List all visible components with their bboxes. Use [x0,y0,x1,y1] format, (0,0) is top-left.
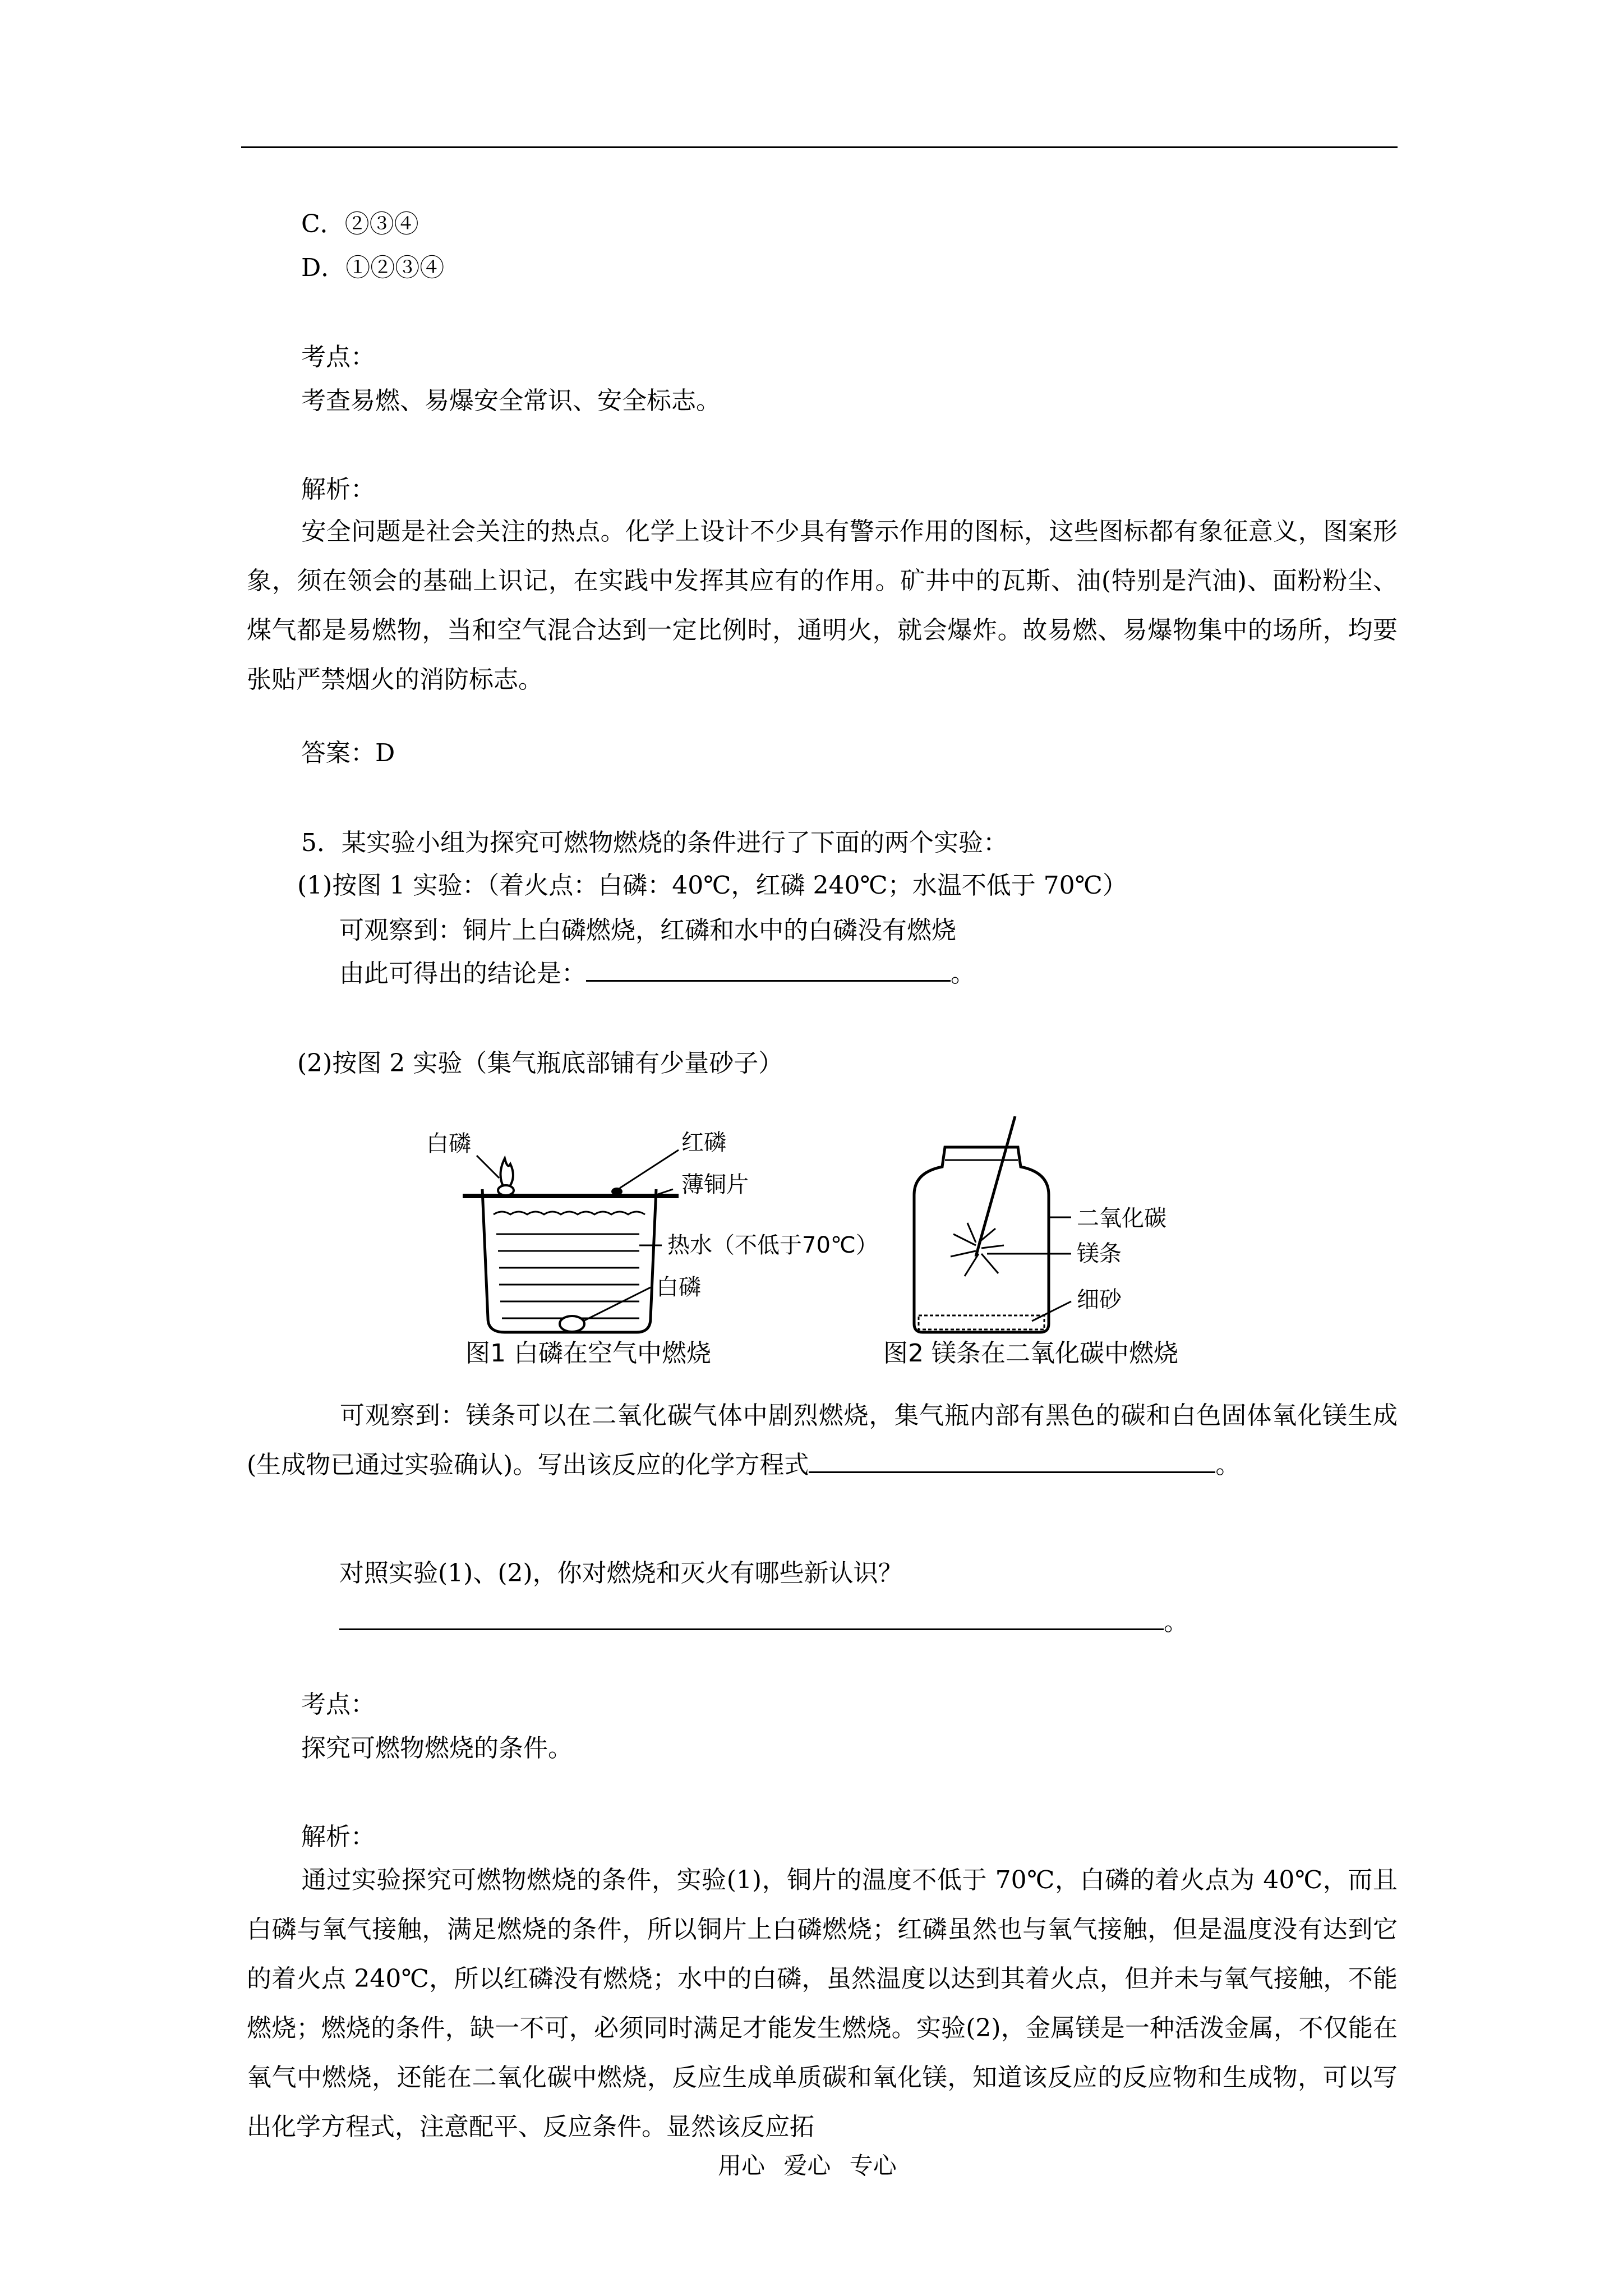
q4-jiexi-text: 安全问题是社会关注的热点。化学上设计不少具有警示作用的图标，这些图标都有象征意义，图案形象，须在领会的基础上识记，在实践中发挥其应有的作用。矿井中的瓦斯、油(特别是汽油)、面粉粉尘、煤气都是易燃物，当和空气混合达到一定比例时，通明火，就会爆炸。故易燃、易爆物集中的场所，均要张贴严禁烟火的消防标志。 [247,517,1398,694]
q5-equation-blank[interactable] [809,1449,1215,1473]
figure1-beaker-apparatus [426,1130,878,1368]
q5-conclusion-line [339,957,975,991]
figure1-label-copper-plate: 薄铜片 [681,1172,749,1198]
figure1-red-phosphorus [611,1188,623,1195]
figure2-magnesium-ribbon [976,1116,1015,1257]
figure2-gas-jar-apparatus [883,1116,1178,1368]
q5-conclusion-blank[interactable] [586,958,951,982]
q5-compare-answer-line [339,1605,1188,1639]
q5-jiexi-paragraph [247,1856,1398,2152]
header-rule [241,146,1398,148]
q5-kaodian-text: 探究可燃物燃烧的条件。 [301,1734,573,1763]
q5-observe2-paragraph [247,1391,1398,1490]
option-d: D．①②③④ [301,254,445,282]
figure1-label-red-phosphorus: 红磷 [681,1130,726,1156]
q5-compare-period: 。 [1164,1608,1188,1636]
q5-kaodian-title: 考点： [301,1690,375,1719]
figure1-label-white-phosphorus-2: 白磷 [656,1274,701,1300]
experiment-figures [415,1116,1200,1374]
q5-stem: 5．某实验小组为探究可燃物燃烧的条件进行了下面的两个实验： [301,829,1008,857]
q5-conclusion-period: 。 [951,959,975,988]
figure1-caption: 图1 白磷在空气中燃烧 [465,1339,711,1368]
figure1-white-phosphorus-plate [498,1185,514,1195]
q4-jiexi-title: 解析： [301,475,375,504]
q5-part1: (1)按图 1 实验：（着火点：白磷：40℃，红磷 240℃；水温不低于 70℃） [297,871,1127,900]
q5-compare-blank[interactable] [339,1606,1164,1630]
figure1-label-white-phosphorus: 白磷 [426,1131,471,1157]
figure2-sand [919,1315,1044,1329]
q5-observe2-period: 。 [1215,1451,1241,1479]
figure2-caption: 图2 镁条在二氧化碳中燃烧 [883,1339,1178,1368]
option-c: C．②③④ [301,210,419,238]
q5-jiexi-text: 通过实验探究可燃物燃烧的条件，实验(1)，铜片的温度不低于 70℃，白磷的着火点为 40℃，而且白磷与氧气接触，满足燃烧的条件，所以铜片上白磷燃烧；红磷虽然也与氧气接触，但是温度没有达到它的着火点 240℃，所以红磷没有燃烧；水中的白磷，虽然温度以达到其着火点，但并未与氧气接触，不能燃烧；燃烧的条件，缺一不可，必须同时满足才能发生燃烧。实验(2)，金属镁是一种活泼金属，不仅能在氧气中燃烧，还能在二氧化碳中燃烧，反应生成单质碳和氧化镁，知道该反应的反应物和生成物，可以写出化学方程式，注意配平、反应条件。显然该反应拓 [247,1866,1398,2141]
figure2-label-magnesium: 镁条 [1077,1241,1122,1267]
figure1-white-phosphorus-water [560,1316,584,1332]
q4-jiexi-paragraph [247,507,1398,705]
q5-compare: 对照实验(1)、(2)，你对燃烧和灭火有哪些新认识？ [339,1559,903,1588]
q5-jiexi-title: 解析： [301,1823,375,1851]
figure1-beaker [482,1189,656,1332]
figure2-label-co2: 二氧化碳 [1077,1205,1166,1231]
q5-observe2-text: 可观察到：镁条可以在二氧化碳气体中剧烈燃烧，集气瓶内部有黑色的碳和白色固体氧化镁生成(生成物已通过实验确认)。写出该反应的化学方程式 [247,1401,1398,1479]
q5-conclusion-prefix: 由此可得出的结论是： [339,959,586,988]
q5-observe1: 可观察到：铜片上白磷燃烧，红磷和水中的白磷没有燃烧 [339,916,956,945]
q4-answer: 答案：D [301,739,395,767]
q4-kaodian-text: 考查易燃、易爆安全常识、安全标志。 [301,386,721,415]
q4-kaodian-title: 考点： [301,343,375,371]
page-footer: 用心 爱心 专心 [718,2152,897,2179]
figure2-label-sand: 细砂 [1077,1287,1122,1313]
figure1-label-hot-water: 热水（不低于70℃） [667,1232,878,1258]
q5-part2: (2)按图 2 实验（集气瓶底部铺有少量砂子） [297,1049,783,1078]
